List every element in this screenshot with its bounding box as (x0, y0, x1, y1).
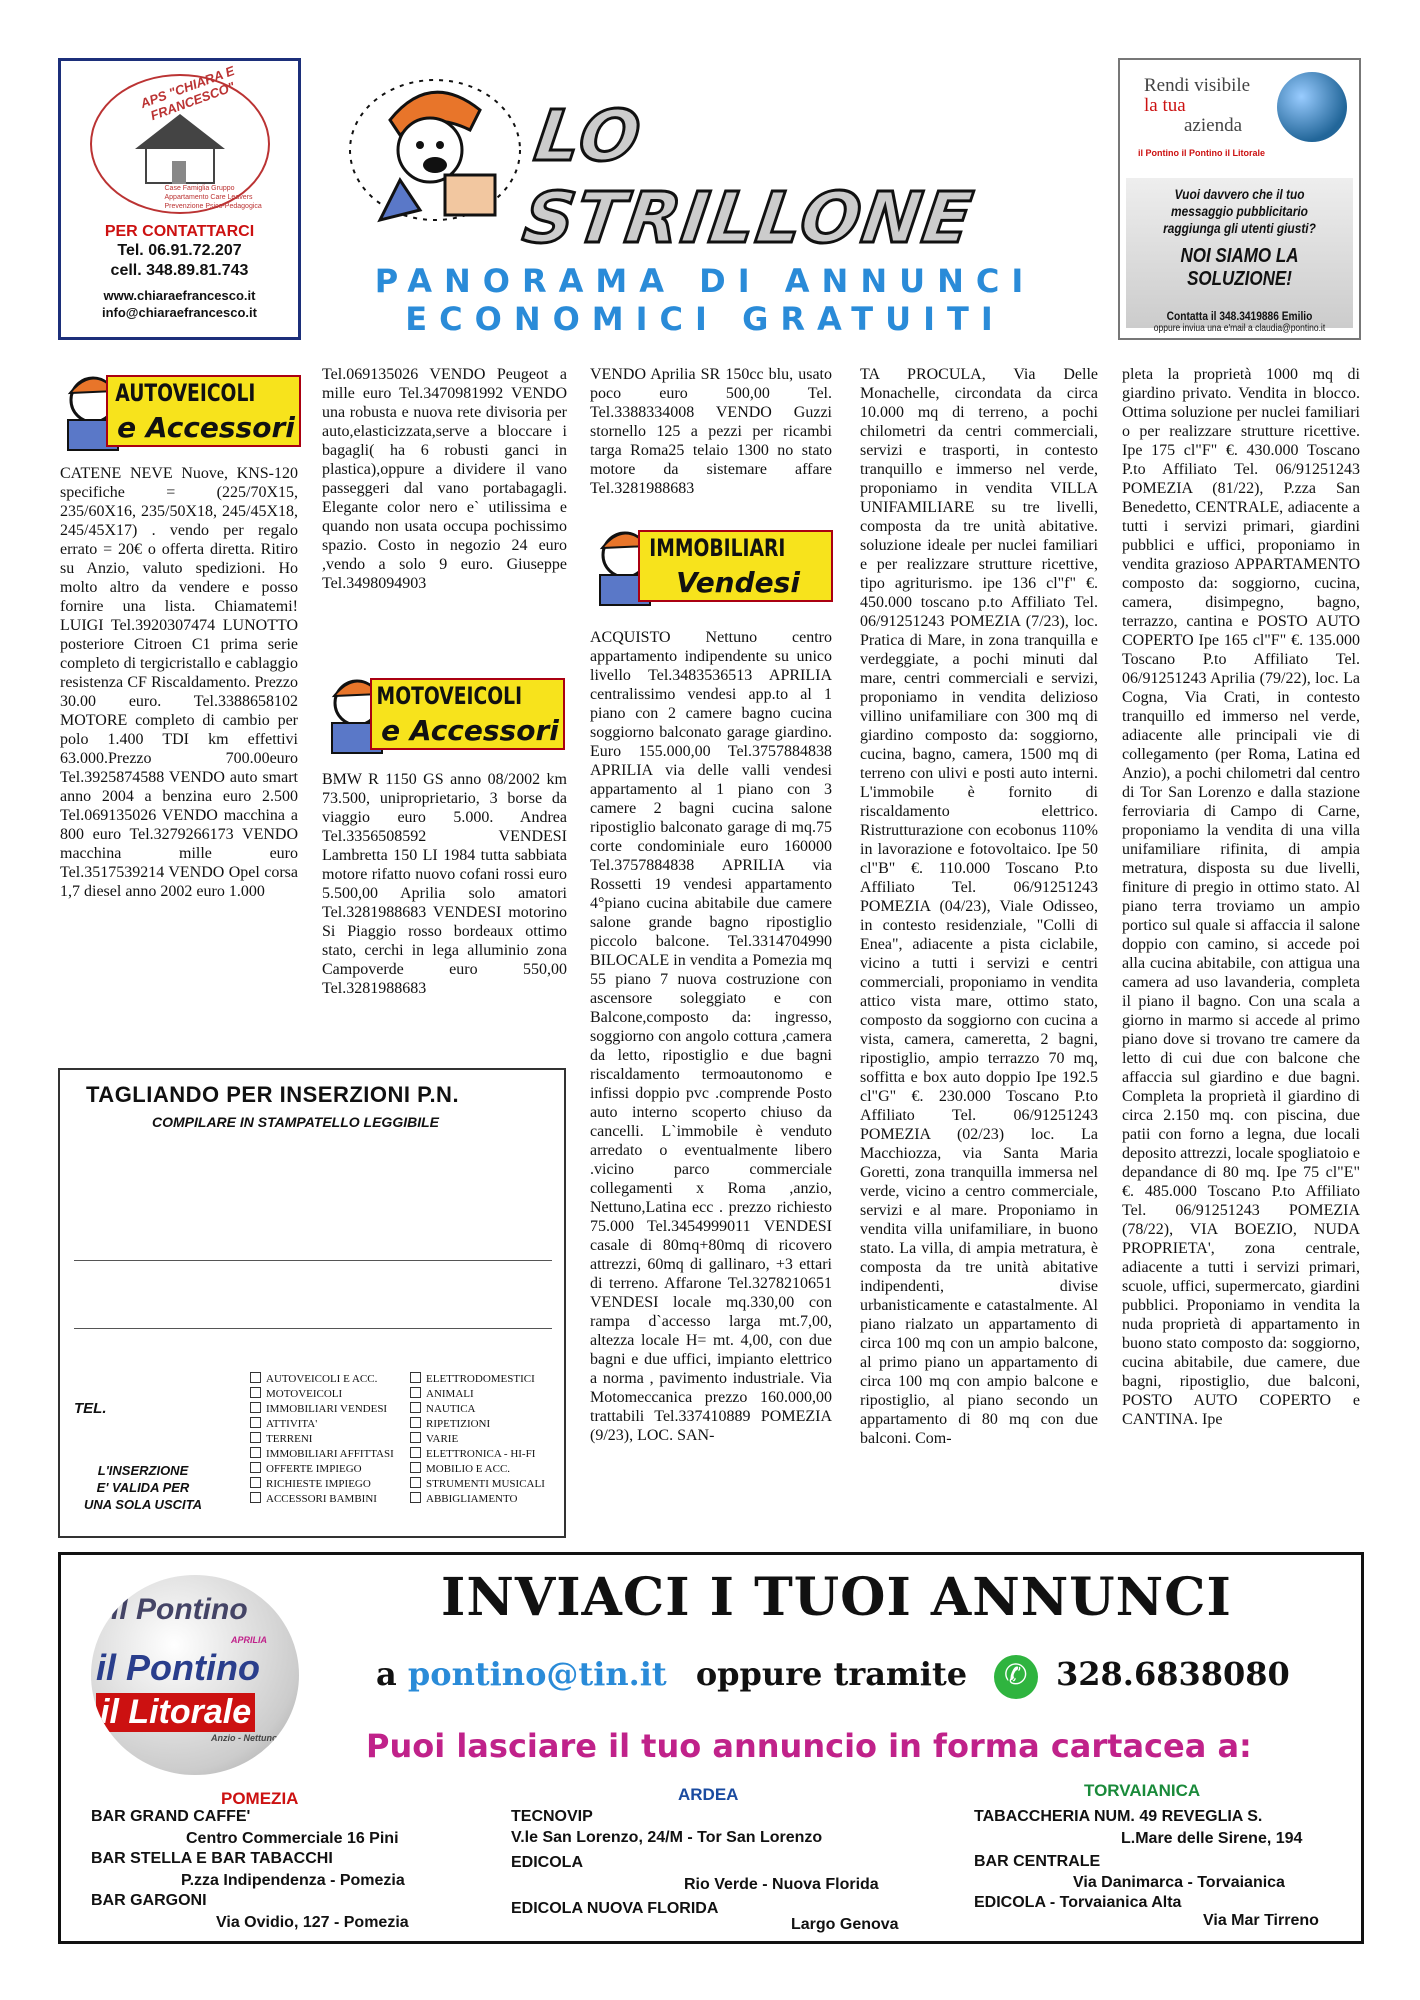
globe-icon (1277, 72, 1347, 142)
ball-text-2: APRILIA (231, 1635, 267, 1645)
category-checklist-left (250, 1372, 394, 1507)
pontino-ball-logo (91, 1575, 299, 1775)
badge-title: IMMOBILIARI (649, 534, 786, 562)
oppure-email-text: oppure inviua una e'mail a claudia@pontino.it (1153, 323, 1326, 334)
contact-cell: cell. 348.89.81.743 (110, 262, 249, 279)
checkbox-offerte-impiego[interactable]: OFFERTE IMPIEGO (250, 1462, 394, 1477)
ardea-loc-5: EDICOLA NUOVA FLORIDA (511, 1900, 719, 1917)
whatsapp-icon (994, 1655, 1038, 1699)
checkbox-attivita[interactable]: ATTIVITA' (250, 1417, 394, 1432)
contact-email[interactable]: info@chiaraefrancesco.it (101, 305, 257, 320)
pomezia-loc-4: P.zza Indipendenza - Pomezia (181, 1872, 405, 1889)
email-prefix: a (376, 1655, 397, 1693)
ads-column-3: VENDO Aprilia SR 150cc blu, usato poco euro 500,00 Tel. Tel.3388334008 VENDO Guzzi stornello 125 a pezzi per ricambi targa Roma25 telaio 1300 no stato motore da sistemare affare Tel.3281988683 (590, 366, 832, 497)
torvaianica-loc-6: Via Mar Tirreno (1203, 1912, 1319, 1929)
newsboy-icon (340, 60, 530, 230)
city-pomezia: POMEZIA (221, 1789, 299, 1808)
checkbox-strumenti-musicali[interactable]: STRUMENTI MUSICALI (410, 1477, 545, 1492)
logo-title: LO STRILLONE (518, 95, 979, 259)
city-ardea: ARDEA (678, 1785, 739, 1804)
badge-title: AUTOVEICOLI (115, 379, 256, 407)
badge-subtitle: e Accessori (117, 411, 295, 444)
ball-text-3: il Pontino (96, 1647, 260, 1688)
soluzione-panel (1126, 178, 1353, 334)
section-motoveicoli (322, 668, 572, 758)
ardea-loc-3: EDICOLA (511, 1854, 583, 1871)
pontino-ad (1118, 58, 1361, 340)
contact-title: PER CONTATTARCI (104, 223, 255, 240)
ardea-loc-2: V.le San Lorenzo, 24/M - Tor San Lorenzo (511, 1829, 823, 1846)
ardea-loc-1: TECNOVIP (511, 1808, 593, 1825)
ads-column-2: Tel.069135026 VENDO Peugeot a mille euro Tel.3470981992 VENDO una robusta e nuova rete divisoria per auto,elasticizzata,serve a bloccare i bagagli( ha 6 robusti ganci in plastica),oppure a dividere il vano passeggeri dal vano portabagagli. Elegante color nero e` utilissima e quando non usata occupa pochissimo spazio. Costo in negozio 24 euro ,vendo a solo 9 euro. Giuseppe Tel.3498094903 (322, 366, 567, 592)
paper-logo-1: il Pontino (1138, 148, 1179, 158)
validity-line-3: UNA SOLA USCITA (84, 1497, 202, 1512)
checkbox-motoveicoli[interactable]: MOTOVEICOLI (250, 1387, 394, 1402)
contact-web[interactable]: www.chiaraefrancesco.it (103, 288, 256, 303)
oppure-tramite: oppure tramite (695, 1655, 968, 1693)
badge-title: MOTOVEICOLI (376, 682, 523, 710)
pomezia-loc-3: BAR STELLA E BAR TABACCHI (91, 1850, 333, 1867)
newspaper-logos (1138, 148, 1353, 158)
banner-title: INVIACI I TUOI ANNUNCI (441, 1567, 1232, 1628)
torvaianica-loc-2: L.Mare delle Sirene, 194 (1121, 1830, 1303, 1847)
vuoi-text: Vuoi davvero che il tuo messaggio pubblicitario raggiunga gli utenti giusti? (1163, 186, 1316, 236)
panorama-line-1: PANORAMA DI ANNUNCI (374, 262, 1036, 300)
ardea-loc-4: Rio Verde - Nuova Florida (684, 1876, 879, 1893)
section-immobiliari (590, 520, 840, 610)
badge-subtitle: e Accessori (381, 714, 559, 747)
logo-arc-text: APS "CHIARA E FRANCESCO" (137, 63, 237, 124)
torvaianica-loc-5: EDICOLA - Torvaianica Alta (974, 1894, 1182, 1911)
contatta-text: Contatta il 348.3419886 Emilio (1166, 309, 1313, 323)
insertion-coupon[interactable] (58, 1068, 566, 1538)
rendi-line-2: la tua (1144, 95, 1186, 116)
chiara-francesco-ad (58, 58, 301, 340)
lo-strillone-logo (330, 55, 1080, 259)
coupon-validity (68, 1462, 218, 1513)
ads-column-5: pleta la proprietà 1000 mq di giardino privato. Vendita in blocco. Ottima soluzione per nuclei familiari o per realizzare strutture ricettive. Ipe 175 cl"F" €. 430.000 Toscano P.to Affiliato Tel. 06/91251243 POMEZIA (81/22), P.zza San Benedetto, CENTRALE, adiacente a tutti i servizi primari, giardini pubblici e uffici, proponiamo in vendita grazioso APPARTAMENTO composto da: soggiorno, cucina, camera, disimpegno, bagno, terrazzo, cantina e POSTO AUTO COPERTO Ipe 165 cl"F" €. 135.000 Toscano P.to Affiliato Tel. 06/91251243 Aprilia (79/22), loc. La Cogna, Via Crati, in contesto tranquillo ed immerso nel verde, adiacente alle principali vie di collegamento (per Roma, Latina ed Anzio), a pochi chilometri dal centro di Tor San Lorenzo e dalla stazione ferroviaria di Campo di Carne, proponiamo la vendita di una villa unifamiliare rifinita, di ampia metratura, disposta su due livelli, finiture di pregio in ottimo stato. Al piano terra troviamo un ampio portico sul quale si affaccia il salone doppio con camino, si accede poi alla cucina abitabile, con attigua una camera ad uso lavanderia, completa il piano il bagno. Con una scala a giorno in marmo si accede al primo piano dove si trovano tre camere da letto di cui due con balcone che affaccia sul giardino e due bagni. Completa la proprietà il giardino di circa 2.150 mq. con piscina, due patii con forno a legna, due locali deposito attrezzi, locale spogliatoio e depandance di 80 mq. Ipe 75 cl"E" €. 485.000 Toscano P.to Affiliato Tel. 06/91251243 POMEZIA (78/22), VIA BOEZIO, NUDA PROPRIETA', zona centrale, adiacente a tutti i servizi primari, scuole, uffici, supermercato, giardini pubblici. Proponiamo in vendita la nuda proprietà di appartamento in buono stato composto da: soggiorno, cucina abitabile, due camere, due bagni, ripostiglio, due balconi, POSTO AUTO COPERTO e CANTINA. Ipe (1122, 366, 1360, 1428)
ads-column-3-immo: ACQUISTO Nettuno centro appartamento indipendente su unico livello Tel.3483536513 APRILIA centralissimo vendesi app.to al 1 piano con 2 camere bagno cucina soggiorno balconato garage giardino. Euro 155.000,00 Tel.3757884838 APRILIA via delle valli vendesi appartamento al 1 piano con 3 camere 2 bagni cucina salone ripostiglio balconato garage di mq.75 corte condominiale euro 160000 Tel.3757884838 APRILIA via Rossetti 19 vendesi appartamento 4°piano cucina abitabile due camere salone grande bagno ripostiglio piccolo balcone. Tel.3314704990 BILOCALE in vendita a Pomezia mq 55 piano 7 nuova costruzione con ascensore soleggiato e con Balcone,composto da: ingresso, soggiorno con angolo cottura ,camera da letto, ripostiglio e due bagni riscaldamento termoautonomo e infissi doppio pvc .comprende Posto auto interno scoperto chiuso da cancelli. L`immobile è venduto arredato o eventualmente libero .vicino parco commerciale collegamenti x Roma ,anzio, Nettuno,Latina ecc . prezzo richiesto 75.000 Tel.3454999011 VENDESI casale di 80mq+80mq di ricovero attrezzi, 60mq di gallinaro, +3 ettari di terreno. Affarone Tel.3278210651 VENDESI locale mq.330,00 con rampa d`accesso larga mt.7,00, altezza locale H= mt. 4,00, con due bagni e due uffici, impianto elettrico a norma , pavimento industriale. Via Motomeccanica prezzo 160.000,00 trattabili Tel.337410889 POMEZIA (9/23), LOC. SAN- (590, 629, 832, 1444)
inviaci-banner (58, 1552, 1364, 1944)
panorama-heading (330, 262, 1080, 338)
torvaianica-loc-4: Via Danimarca - Torvaianica (1073, 1874, 1285, 1891)
pomezia-loc-5: BAR GARGONI (91, 1892, 207, 1909)
banner-email[interactable]: pontino@tin.it (407, 1655, 667, 1693)
paper-logo-3: il Litorale (1225, 148, 1266, 158)
coupon-tel-label: TEL. (74, 1400, 107, 1417)
checkbox-elettrodomestici[interactable]: ELETTRODOMESTICI (410, 1372, 545, 1387)
checkbox-terreni[interactable]: TERRENI (250, 1432, 394, 1447)
pomezia-loc-1: BAR GRAND CAFFE' (91, 1808, 251, 1825)
ads-column-1: CATENE NEVE Nuove, KNS-120 specifiche = (225/70X15, 235/60X16, 235/50X18, 245/45X18, 245/45X17) . vendo per regalo errato = 20€ o offerta diretta. Ritiro su Anzio, valuto spedizioni. Ho molto altro da vendere e posso fornire una lista. Chiamatemi! LUIGI Tel.3920307474 LUNOTTO posteriore Citroen C1 prima serie completo di tergicristallo e cablaggio resistenza CF Riscaldamento. Prezzo 30.00 euro. Tel.3388658102 MOTORE completo di cambio per polo 1.400 TDI km effettivi 63.000.Prezzo 700.00euro Tel.3925874588 VENDO auto smart anno 2004 a benzina euro 2.500 Tel.069135026 VENDO macchina a 800 euro Tel.3279266173 VENDO macchina mille euro Tel.3517539214 VENDO Opel corsa 1,7 diesel anno 2002 euro 1.000 (60, 465, 298, 900)
validity-line-2: E' VALIDA PER (96, 1480, 190, 1495)
noi-siamo-text: NOI SIAMO LA SOLUZIONE! (1180, 245, 1299, 290)
rendi-line-3: azienda (1184, 115, 1243, 136)
contact-tel: Tel. 06.91.72.207 (117, 242, 242, 259)
panorama-line-2: ECONOMICI GRATUITI (405, 300, 1005, 338)
checkbox-immobiliari-vendesi[interactable]: IMMOBILIARI VENDESI (250, 1402, 394, 1417)
house-logo (80, 63, 280, 219)
validity-line-1: L'INSERZIONE (97, 1463, 189, 1478)
coupon-title: TAGLIANDO PER INSERZIONI P.N. (86, 1082, 460, 1107)
city-torvaianica: TORVAIANICA (1084, 1781, 1201, 1800)
checkbox-varie[interactable]: VARIE (410, 1432, 545, 1447)
category-checklist-right (410, 1372, 545, 1507)
ball-text-5: Anzio - Nettuno (211, 1733, 278, 1743)
pomezia-loc-6: Via Ovidio, 127 - Pomezia (216, 1914, 409, 1931)
ads-column-2-moto: BMW R 1150 GS anno 08/2002 km 73.500, uniproprietario, 3 borse da viaggio euro 5.000. Andrea Tel.3356508592 VENDESI Lambretta 150 LI 1984 tutta sabbiata motore rifatto nuovo cofani rossi euro 5.500,00 Aprilia solo amatori Tel.3281988683 VENDESI motorino Si Piaggio rosso bordeaux ottimo stato, cerchi in lega alluminio zona Campoverde euro 550,00 Tel.3281988683 (322, 771, 567, 997)
logo-sub-text: Case Famiglia Gruppo Appartamento Care Leavers Prevenzione Psico-Pedagogica (164, 185, 262, 210)
checkbox-accessori-bambini[interactable]: ACCESSORI BAMBINI (250, 1492, 394, 1507)
checkbox-ripetizioni[interactable]: RIPETIZIONI (410, 1417, 545, 1432)
checkbox-mobilio[interactable]: MOBILIO E ACC. (410, 1462, 545, 1477)
pomezia-loc-2: Centro Commerciale 16 Pini (186, 1830, 399, 1847)
coupon-line[interactable] (74, 1260, 552, 1261)
ads-column-4: TA PROCULA, Via Delle Monachelle, circondata da circa 10.000 mq di terreno, a pochi chilometri da centri commerciali, servizi e trasporti, in contesto tranquillo e immerso nel verde, proponiamo in vendita VILLA UNIFAMILIARE su tre livelli, composta da tre unità abitative. soluzione ideale per nuclei familiari e per realizzare strutture ricettive, tipo agriturismo. ipe 136 cl"f" €. 450.000 toscano p.to Affiliato Tel. 06/91251243 POMEZIA (7/23), loc. Pratica di Mare, in zona tranquilla e verdeggiate, a pochi minuti dal mare, centri commerciali e servizi, proponiamo in vendita delizioso villino unifamiliare con 300 mq di giardino composto da: soggiorno, cucina, bagno, camera, 1500 mq di terreno con ulivi e posti auto interni. L'immobile è fornito di riscaldamento elettrico. Ristrutturazione con ecobonus 110% in lavorazione e fotovoltaico. Ipe 50 cl"B" €. 110.000 Toscano P.to Affiliato Tel. 06/91251243 POMEZIA (04/23), Viale Odisseo, in contesto residenziale, "Colli di Enea", adiacente a pista ciclabile, vicino a tutti i servizi e centri commerciali, proponiamo in vendita attico vista mare, ottimo stato, composto da soggiorno con cucina a vista, camera, cameretta, 2 bagni, ripostiglio, ampio terrazzo 70 mq, soffitta e box auto doppio Ipe 192.5 cl"G" €. 230.000 Toscano P.to Affiliato Tel. 06/91251243 POMEZIA (02/23) loc. La Macchiozza, via Santa Maria Goretti, zona tranquilla immersa nel verde, vicino a centro commerciale, servizi e al mare. Proponiamo in vendita villa unifamiliare, in buono stato. La villa, di ampia metratura, è composta da tre unità abitative indipendenti, divise urbanisticamente e catastalmente. Al piano rialzato un appartamento di circa 100 mq con un ampio balcone, al primo piano un appartamento di circa 100 mq con ampio balcone e ripostiglio, al piano secondo un appartamento di 80 mq con due balconi. Com- (860, 366, 1098, 1447)
puoi-lasciare: Puoi lasciare il tuo annuncio in forma cartacea a: (366, 1727, 1252, 1765)
ball-text-4: il Litorale (96, 1693, 255, 1732)
ardea-loc-6: Largo Genova (791, 1916, 899, 1933)
checkbox-animali[interactable]: ANIMALI (410, 1387, 545, 1402)
banner-phone[interactable]: 328.6838080 (1056, 1655, 1290, 1693)
paper-logo-2: il Pontino (1181, 148, 1223, 158)
coupon-subtitle: COMPILARE IN STAMPATELLO LEGGIBILE (152, 1114, 439, 1130)
rendi-line-1: Rendi visibile (1144, 75, 1251, 96)
checkbox-abbigliamento[interactable]: ABBIGLIAMENTO (410, 1492, 545, 1507)
torvaianica-loc-1: TABACCHERIA NUM. 49 REVEGLIA S. (974, 1808, 1263, 1825)
email-line (376, 1655, 967, 1693)
badge-subtitle: Vendesi (676, 566, 800, 599)
checkbox-richieste-impiego[interactable]: RICHIESTE IMPIEGO (250, 1477, 394, 1492)
checkbox-nautica[interactable]: NAUTICA (410, 1402, 545, 1417)
torvaianica-loc-3: BAR CENTRALE (974, 1853, 1101, 1870)
checkbox-elettronica[interactable]: ELETTRONICA - HI-FI (410, 1447, 545, 1462)
checkbox-immobiliari-affittasi[interactable]: IMMOBILIARI AFFITTASI (250, 1447, 394, 1462)
ball-text-1: il Pontino (111, 1593, 248, 1626)
section-autoveicoli (58, 365, 308, 455)
coupon-line[interactable] (74, 1328, 552, 1329)
checkbox-autoveicoli[interactable]: AUTOVEICOLI E ACC. (250, 1372, 394, 1387)
